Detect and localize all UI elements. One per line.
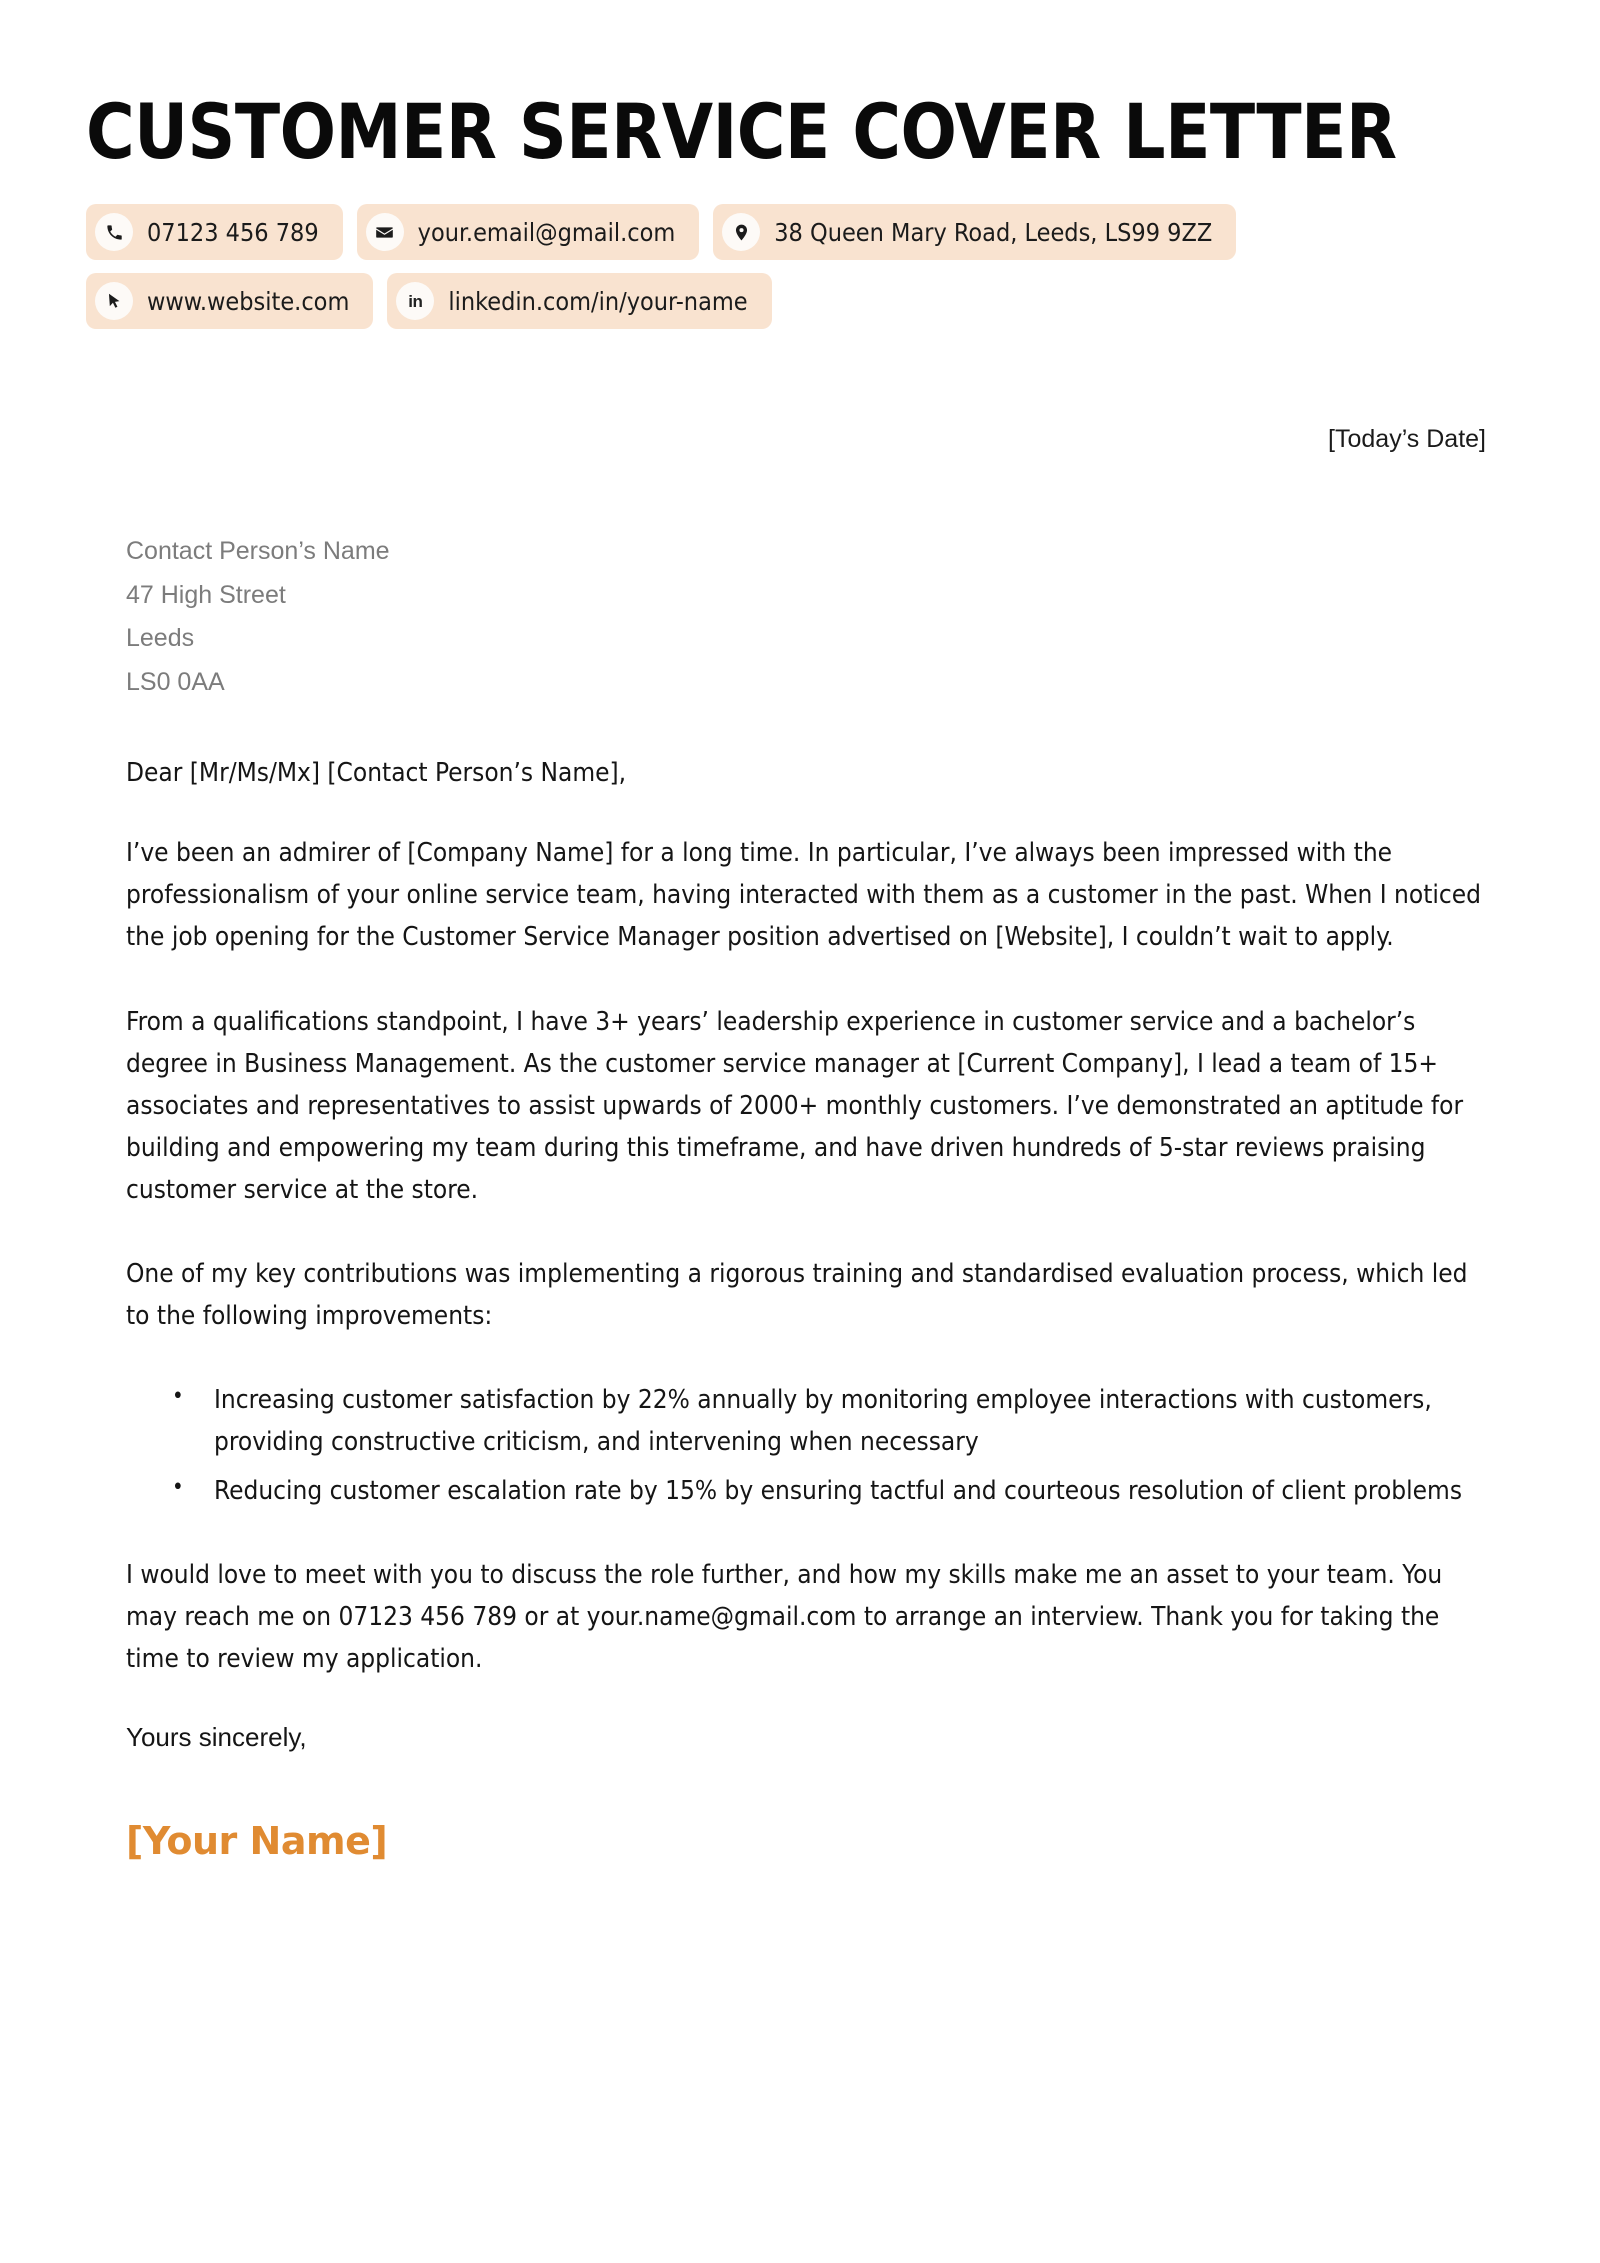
body-paragraph-3: One of my key contributions was implementing a rigorous training and standardised evaluation process, which led to the following improvements: (126, 1259, 1468, 1332)
recipient-address-block (126, 530, 1490, 704)
letter-body (0, 425, 1600, 1863)
contact-badge-label: linkedin.com/in/your-name (448, 286, 748, 316)
signature-name: [Your Name] (126, 1818, 388, 1863)
map-pin-icon (722, 213, 760, 251)
contact-badge-label: 38 Queen Mary Road, Leeds, LS99 9ZZ (774, 217, 1213, 247)
contact-badge-linkedin[interactable] (387, 273, 771, 329)
letter-header (0, 0, 1600, 329)
phone-icon (95, 213, 133, 251)
body-paragraph-2: From a qualifications standpoint, I have 3+ years’ leadership experience in customer service and a bachelor’s degree in Business Management. As the customer service manager at [Current Company], I lead a team of 15+ associates and representatives to assist upwards of 2000+ monthly customers. I’ve demonstrated an aptitude for building and empowering my team during this timeframe, and have driven hundreds of 5-star reviews praising customer service at the store. (126, 1006, 1464, 1205)
achievements-list (126, 1379, 1490, 1511)
contact-details (86, 204, 1490, 329)
page-title: CUSTOMER SERVICE COVER LETTER (86, 87, 1397, 176)
cursor-pointer-icon (95, 282, 133, 320)
list-item: • Increasing customer satisfaction by 22% annually by monitoring employee interactions with customers, providing constructive criticism, and intervening when necessary (198, 1379, 1490, 1463)
contact-badge-phone[interactable] (86, 204, 343, 260)
body-paragraph-1: I’ve been an admirer of [Company Name] for a long time. In particular, I’ve always been impressed with the professionalism of your online service team, having interacted with them as a customer in the past. When I noticed the job opening for the Customer Service Manager position advertised on [Website], I couldn’t wait to apply. (126, 838, 1481, 953)
linkedin-icon-glyph: in (408, 291, 423, 311)
linkedin-icon (396, 282, 434, 320)
contact-badge-email[interactable] (357, 204, 700, 260)
contact-badge-label: your.email@gmail.com (417, 217, 676, 247)
recipient-line: Leeds (126, 624, 195, 653)
signoff: Yours sincerely, (126, 1721, 307, 1752)
recipient-line: 47 High Street (126, 580, 286, 609)
contact-badge-label: 07123 456 789 (147, 217, 319, 247)
contact-badge-website[interactable] (86, 273, 373, 329)
salutation: Dear [Mr/Ms/Mx] [Contact Person’s Name], (126, 758, 627, 789)
contact-badge-label: www.website.com (147, 286, 350, 316)
envelope-icon (366, 213, 404, 251)
letter-date: [Today’s Date] (1328, 425, 1486, 454)
contact-badge-address[interactable] (713, 204, 1236, 260)
recipient-line: LS0 0AA (126, 667, 225, 696)
contact-row-1 (86, 204, 1490, 260)
list-item: • Reducing customer escalation rate by 15% by ensuring tactful and courteous resolution of client problems (198, 1470, 1490, 1512)
closing-paragraph: I would love to meet with you to discuss the role further, and how my skills make me an asset to your team. You may reach me on 07123 456 789 or at your.name@gmail.com to arrange an interview. Thank you for taking the time to review my application. (126, 1559, 1443, 1674)
contact-row-2 (86, 273, 1490, 329)
recipient-line: Contact Person’s Name (126, 537, 390, 566)
